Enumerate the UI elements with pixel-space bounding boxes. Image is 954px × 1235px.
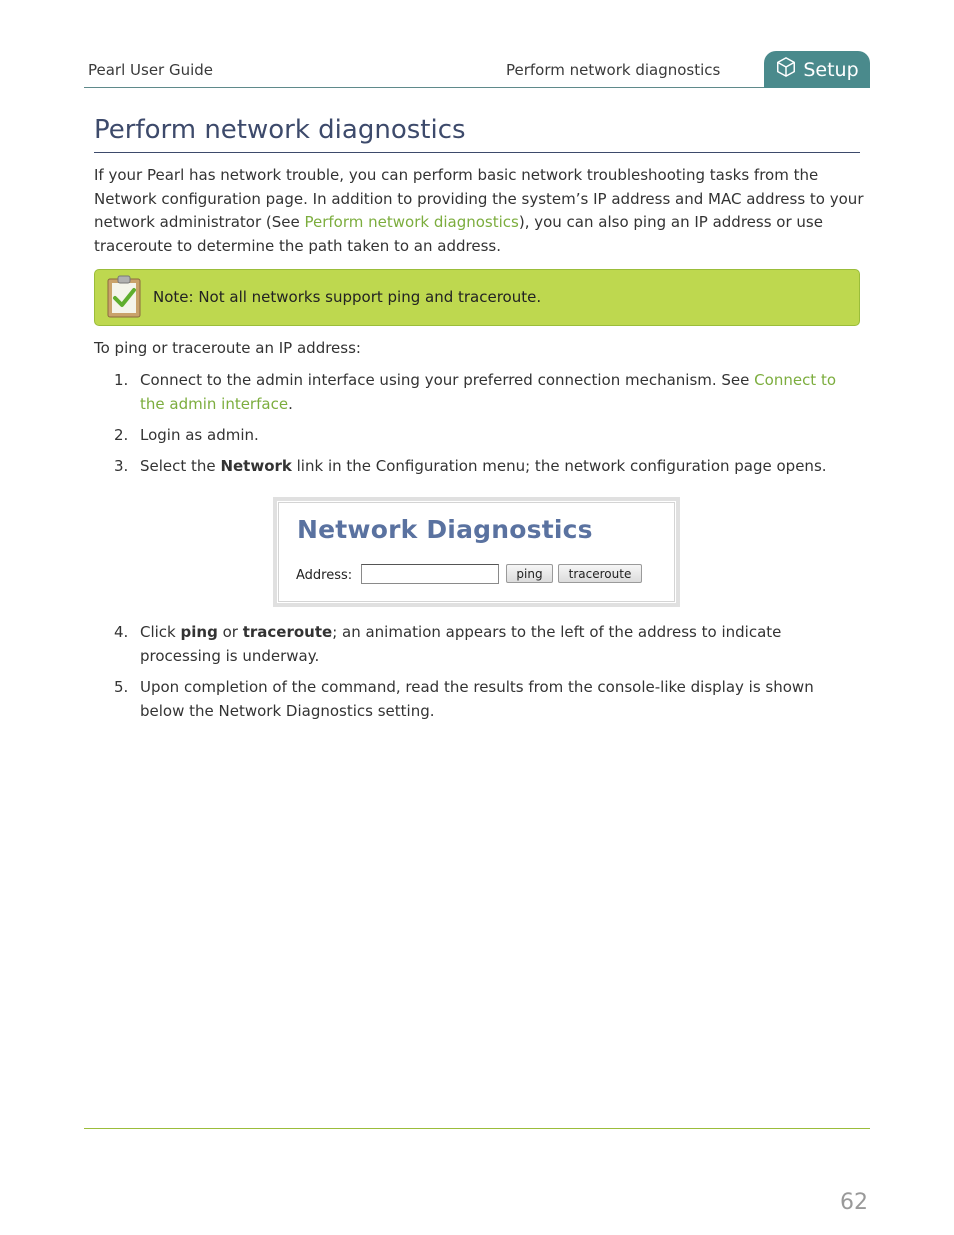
perform-network-diagnostics-link[interactable]: Perform network diagnostics: [304, 213, 519, 231]
intro-text-2: ), you can also ping an IP address or use traceroute to determine the path taken to an address.: [94, 213, 823, 255]
network-diagnostics-screenshot: [273, 497, 680, 607]
step-text: Connect to the admin interface using your preferred connection mechanism. See Connect to the admin interface.: [140, 371, 837, 413]
step-number: 1.: [114, 371, 129, 389]
setup-tab-label: Setup: [803, 58, 859, 81]
step-number: 4.: [114, 623, 129, 641]
step-text: Select the Network link in the Configuration menu; the network configuration page opens.: [140, 457, 827, 475]
setup-tab[interactable]: [764, 51, 870, 88]
traceroute-bold: traceroute: [242, 623, 333, 641]
footer-divider: [84, 1128, 870, 1129]
header-divider: [84, 87, 870, 88]
address-label: Address:: [296, 568, 353, 583]
intro-text-1: If your Pearl has network trouble, you can perform basic network troubleshooting tasks from the Network configuration page. In addition to providing the system’s IP address and MAC address to your network administrator (See: [94, 166, 864, 231]
step-text: Upon completion of the command, read the results from the console-like display is shown below the Network Diagnostics setting.: [140, 678, 814, 720]
ping-bold: ping: [180, 623, 218, 641]
traceroute-button[interactable]: traceroute: [558, 564, 642, 583]
note-box: [94, 269, 860, 326]
title-divider: [94, 152, 860, 153]
step-number: 2.: [114, 426, 129, 444]
address-input[interactable]: [361, 564, 499, 584]
note-text: Note: Not all networks support ping and traceroute.: [153, 288, 542, 306]
step-number: 5.: [114, 678, 129, 696]
step-number: 3.: [114, 457, 129, 475]
guide-title: Pearl User Guide: [88, 61, 214, 79]
steps-intro: To ping or traceroute an IP address:: [94, 339, 361, 357]
step-text: Click ping or traceroute; an animation appears to the left of the address to indicate processing is underway.: [140, 623, 782, 665]
connect-admin-interface-link[interactable]: Connect to the admin interface: [140, 371, 837, 413]
network-diagnostics-heading: Network Diagnostics: [297, 515, 593, 544]
intro-paragraph: [94, 164, 864, 258]
clipboard-check-icon: [105, 273, 143, 319]
page-number: 62: [840, 1190, 868, 1215]
cube-icon: [775, 56, 797, 83]
step-text: Login as admin.: [140, 426, 259, 444]
running-section-title: Perform network diagnostics: [506, 61, 721, 79]
ping-button[interactable]: ping: [506, 564, 553, 583]
page-title: Perform network diagnostics: [94, 115, 466, 145]
network-bold: Network: [220, 457, 292, 475]
